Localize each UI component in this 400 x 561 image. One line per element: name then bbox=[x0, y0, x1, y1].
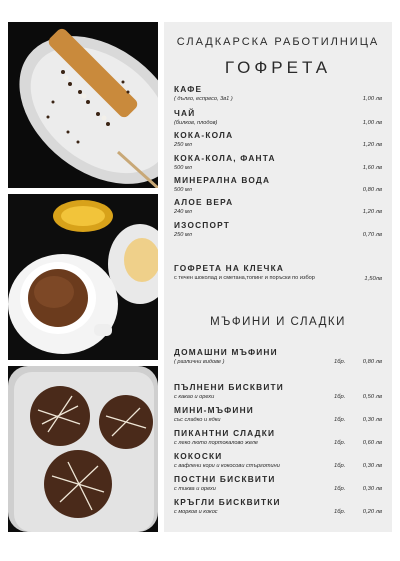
item-desc: 250 мл bbox=[174, 232, 192, 238]
item-name: КРЪГЛИ БИСКВИТКИ bbox=[174, 497, 281, 507]
item-price: 1,00 лв bbox=[362, 120, 382, 126]
studio-name: СЛАДКАРСКА РАБОТИЛНИЦА bbox=[176, 36, 380, 48]
item-price: 0,80 лв bbox=[362, 187, 382, 193]
item-price: 1,60 лв bbox=[362, 165, 382, 171]
item-name: ПЪЛНЕНИ БИСКВИТИ bbox=[174, 382, 284, 392]
item-qty: 1бр. bbox=[334, 417, 346, 423]
item-price: 0,60 лв bbox=[362, 440, 382, 446]
item-name: КАФЕ bbox=[174, 84, 203, 94]
item-desc: със сладко и ядки bbox=[174, 417, 221, 423]
item-name: КОКОСКИ bbox=[174, 451, 223, 461]
item-name: МИНИ-МЪФИНИ bbox=[174, 405, 254, 415]
item-name: ПИКАНТНИ СЛАДКИ bbox=[174, 428, 276, 438]
item-desc: с течен шоколад и сметана,топинг и поръски по избор bbox=[174, 275, 315, 281]
item-price: 0,30 лв bbox=[362, 463, 382, 469]
item-desc: с тиква и орехи bbox=[174, 486, 216, 492]
item-qty: 1бр. bbox=[334, 359, 346, 365]
item-desc: 500 мл bbox=[174, 187, 192, 193]
item-desc: 250 мл bbox=[174, 142, 192, 148]
item-price: 0,50 лв bbox=[362, 394, 382, 400]
item-name: ДОМАШНИ МЪФИНИ bbox=[174, 347, 278, 357]
waffle-photo bbox=[8, 22, 158, 188]
section-title: МЪФИНИ И СЛАДКИ bbox=[210, 316, 346, 328]
waffle-on-stick-icon bbox=[8, 22, 158, 188]
item-qty: 1бр. bbox=[334, 440, 346, 446]
cookies-photo bbox=[8, 366, 158, 532]
coffee-photo bbox=[8, 194, 158, 360]
item-desc: с какао и орехи bbox=[174, 394, 215, 400]
item-price: 0,70 лв bbox=[362, 232, 382, 238]
item-name: АЛОЕ ВЕРА bbox=[174, 197, 234, 207]
item-name: ПОСТНИ БИСКВИТИ bbox=[174, 474, 276, 484]
item-desc: ( различни видове ) bbox=[174, 359, 225, 365]
item-qty: 1бр. bbox=[334, 394, 346, 400]
item-name: ГОФРЕТА НА КЛЕЧКА bbox=[174, 263, 285, 273]
item-price: 1,00 лв bbox=[362, 96, 382, 102]
item-price: 1,20 лв bbox=[362, 209, 382, 215]
item-price: 0,30 лв bbox=[362, 417, 382, 423]
item-desc: с морков и кокос bbox=[174, 509, 218, 515]
item-name: МИНЕРАЛНА ВОДА bbox=[174, 175, 271, 185]
item-desc: с вафлени кори и кокосови стърготини bbox=[174, 463, 280, 469]
item-desc: 500 мл bbox=[174, 165, 192, 171]
chocolate-cookies-icon bbox=[8, 366, 158, 532]
item-price: 0,20 лв bbox=[362, 509, 382, 515]
item-name: ЧАЙ bbox=[174, 108, 196, 118]
item-price: 0,30 лв bbox=[362, 486, 382, 492]
item-desc: 240 мл bbox=[174, 209, 192, 215]
item-price: 0,80 лв bbox=[362, 359, 382, 365]
item-price: 1,20 лв bbox=[362, 142, 382, 148]
menu-panel bbox=[164, 22, 392, 532]
item-qty: 1бр. bbox=[334, 486, 346, 492]
item-name: ИЗОСПОРТ bbox=[174, 220, 231, 230]
item-name: КОКА-КОЛА, ФАНТА bbox=[174, 153, 276, 163]
item-desc: ( дълго, еспресо, 3в1 ) bbox=[174, 96, 233, 102]
item-price: 1,50лв bbox=[364, 276, 382, 282]
page-title: ГОФРЕТА bbox=[224, 58, 332, 77]
item-name: КОКА-КОЛА bbox=[174, 130, 234, 140]
coffee-cup-icon bbox=[8, 194, 158, 360]
item-desc: (билков, плодов) bbox=[174, 120, 218, 126]
item-qty: 1бр. bbox=[334, 463, 346, 469]
item-qty: 1бр. bbox=[334, 509, 346, 515]
item-desc: с леко люто портокалово желе bbox=[174, 440, 259, 446]
